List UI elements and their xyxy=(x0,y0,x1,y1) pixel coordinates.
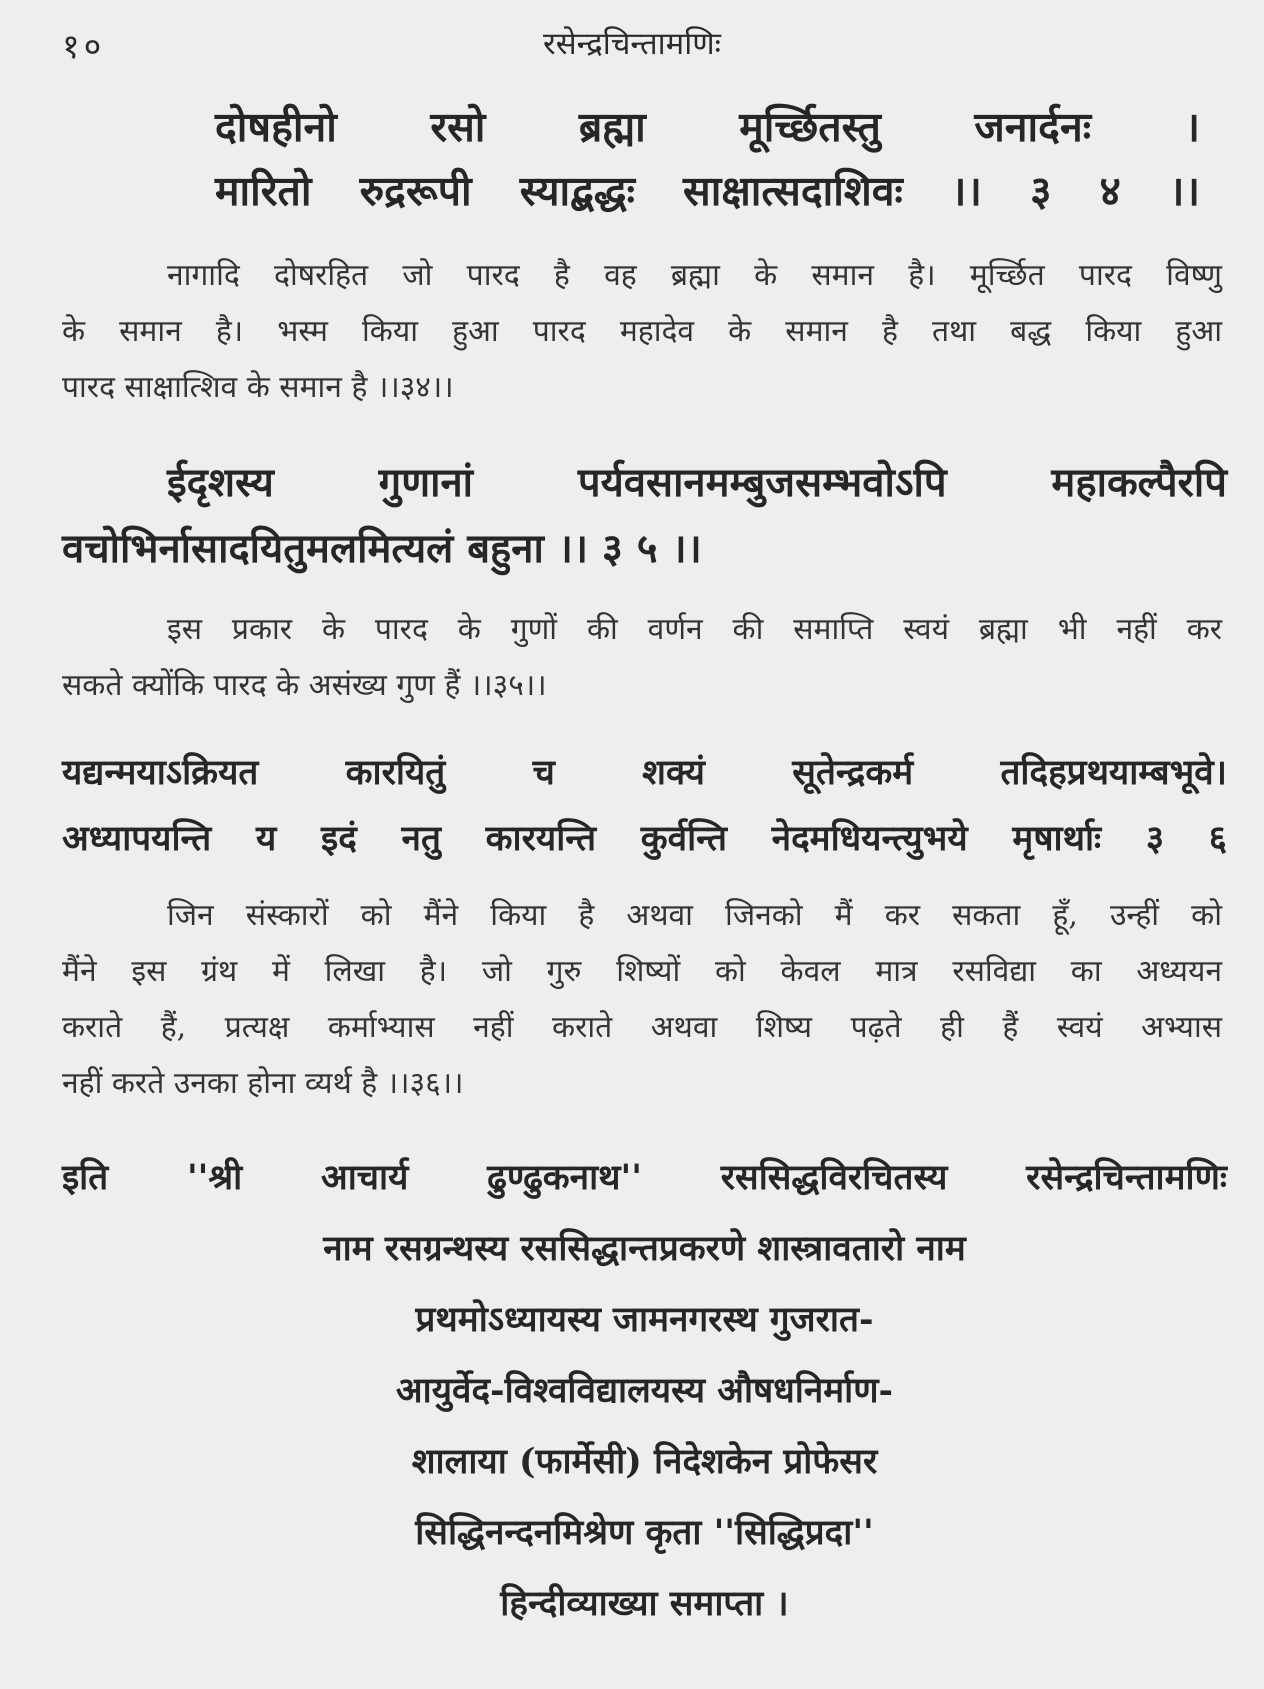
page-number: १० xyxy=(62,27,106,67)
commentary-34 xyxy=(62,248,1222,416)
colophon-line: इति ''श्री आचार्य ढुण्ढुकनाथ'' रससिद्धविरचितस्य रसेन्द्रचिन्तामणिः xyxy=(62,1157,1227,1198)
colophon-line: नाम रसग्रन्थस्य रससिद्धान्तप्रकरणे शास्त्रावतारो नाम xyxy=(323,1228,966,1269)
colophon-line: शालाया (फार्मेसी) निदेशकेन प्रोफेसर xyxy=(411,1441,878,1482)
verse-34 xyxy=(215,95,1200,223)
commentary-line: इस प्रकार के पारद के गुणों की वर्णन की समाप्ति स्वयं ब्रह्मा भी नहीं कर xyxy=(167,612,1222,647)
commentary-line: के समान है। भस्म किया हुआ पारद महादेव के समान है तथा बद्ध किया हुआ xyxy=(62,314,1222,349)
commentary-36 xyxy=(62,888,1222,1112)
page-header xyxy=(62,22,1202,70)
colophon-line: हिन्दीव्याख्या समाप्ता । xyxy=(500,1583,789,1624)
colophon-line: आयुर्वेद-विश्वविद्यालयस्य औषधनिर्माण- xyxy=(395,1370,894,1411)
commentary-line: नहीं करते उनका होना व्यर्थ है ।।३६।। xyxy=(62,1066,464,1101)
chapter-colophon xyxy=(62,1142,1227,1639)
commentary-35 xyxy=(62,602,1222,714)
verse-line: वचोभिर्नासादयितुमलमित्यलं बहुना ।। ३ ५ ।। xyxy=(62,525,702,572)
commentary-line: कराते हैं, प्रत्यक्ष कर्माभ्यास नहीं कराते अथवा शिष्य पढ़ते ही हैं स्वयं अभ्यास xyxy=(62,1010,1222,1045)
running-title: रसेन्द्रचिन्तामणिः xyxy=(543,26,721,62)
colophon-line: सिद्धिनन्दनमिश्रेण कृता ''सिद्धिप्रदा'' xyxy=(415,1512,874,1553)
commentary-line: मैंने इस ग्रंथ में लिखा है। जो गुरु शिष्यों को केवल मात्र रसविद्या का अध्ययन xyxy=(62,954,1222,989)
colophon-line: प्रथमोऽध्यायस्य जामनगरस्थ गुजरात- xyxy=(415,1299,874,1340)
commentary-line: जिन संस्कारों को मैंने किया है अथवा जिनको मैं कर सकता हूँ, उन्हीं को xyxy=(167,898,1222,933)
verse-36 xyxy=(62,740,1227,872)
verse-35 xyxy=(62,450,1227,582)
commentary-line: नागादि दोषरहित जो पारद है वह ब्रह्मा के समान है। मूर्च्छित पारद विष्णु xyxy=(167,258,1222,293)
verse-line: ईदृशस्य गुणानां पर्यवसानमम्बुजसम्भवोऽपि महाकल्पैरपि xyxy=(167,459,1227,506)
commentary-line: सकते क्योंकि पारद के असंख्य गुण हैं ।।३५।। xyxy=(62,668,547,703)
verse-line: दोषहीनो रसो ब्रह्मा मूर्च्छितस्तु जनार्दनः । xyxy=(215,103,1200,151)
verse-line: अध्यापयन्ति य इदं नतु कारयन्ति कुर्वन्ति नेदमधियन्त्युभये मृषार्थाः ३ ६ xyxy=(62,818,1227,859)
verse-line: मारितो रुद्ररूपी स्याद्बद्धः साक्षात्सदाशिवः ।। ३ ४ ।। xyxy=(215,167,1200,215)
commentary-line: पारद साक्षात्शिव के समान है ।।३४।। xyxy=(62,370,454,405)
verse-line: यद्यन्मयाऽक्रियत कारयितुं च शक्यं सूतेन्द्रकर्म तदिहप्रथयाम्बभूवे। xyxy=(62,752,1227,793)
